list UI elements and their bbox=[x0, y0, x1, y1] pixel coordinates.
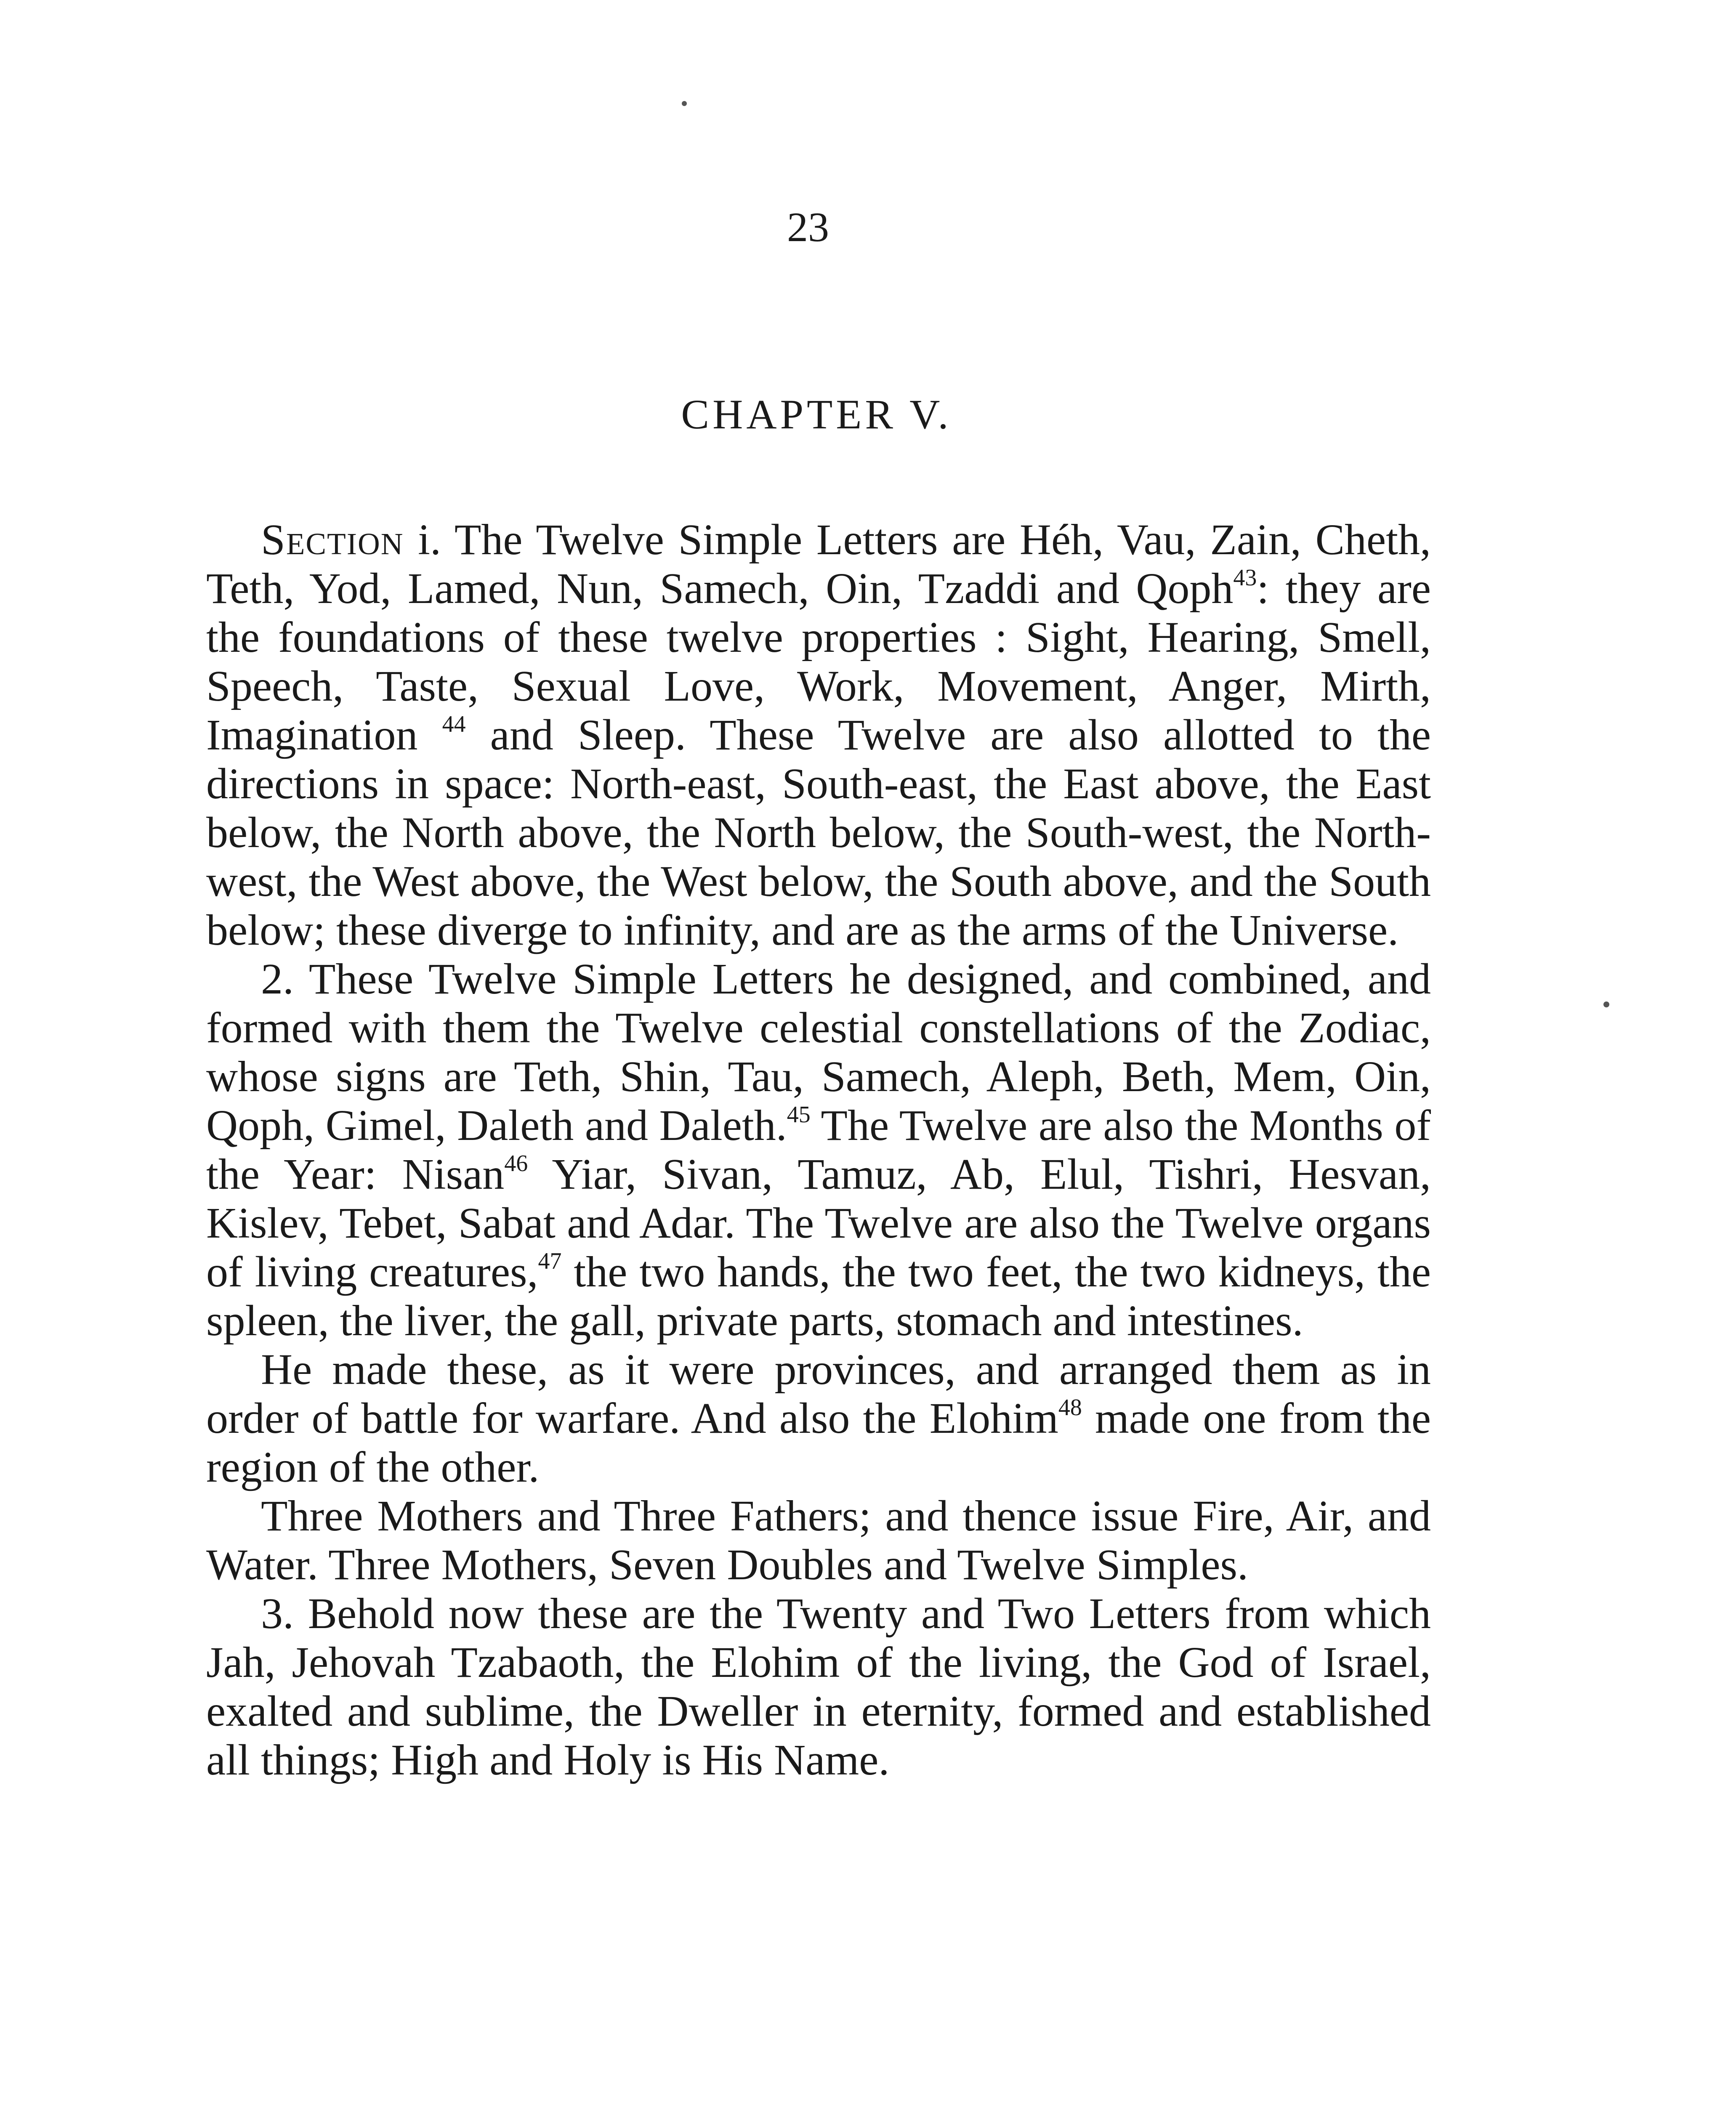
scan-speck bbox=[1603, 1002, 1609, 1007]
section-1-numeral: i. bbox=[418, 515, 441, 564]
section-1-paragraph bbox=[206, 515, 1431, 955]
body-text bbox=[206, 515, 1431, 1785]
footnote-ref-45: 45 bbox=[787, 1102, 811, 1128]
section-2-text-b: The Twelve are also the Months of the Year: Nisan bbox=[206, 1101, 1431, 1198]
page-number: 23 bbox=[787, 204, 829, 250]
section-3-text: Behold now these are the Twenty and Two Letters from which Jah, Jehovah Tzabaoth, the Elohim of the living, the God of Israel, exalted and sublime, the Dweller in eternity, formed and established all things; High and Holy is His Name. bbox=[206, 1589, 1431, 1784]
section-2-text-a: These Twelve Simple Letters he designed, and combined, and formed with them the Twelve celestial constellations of the Zodiac, whose signs are Teth, Shin, Tau, Samech, Aleph, Beth, Mem, Oin, Qoph, Gimel, Daleth and Daleth. bbox=[206, 955, 1431, 1150]
section-1-text-a: The Twelve Simple Letters are Héh, Vau, Zain, Cheth, Teth, Yod, Lamed, Nun, Samech, Oin, Tzaddi and Qoph bbox=[206, 515, 1431, 613]
provinces-text-b: made one from the region of the other. bbox=[206, 1394, 1431, 1491]
footnote-ref-48: 48 bbox=[1058, 1395, 1082, 1421]
section-3-numeral: 3. bbox=[261, 1589, 294, 1638]
section-1-text-b: : they are the foundations of these twelve properties : Sight, Hearing, Smell, Speech, Taste, Sexual Love, Work, Movement, Anger, Mirth, Imagination bbox=[206, 564, 1431, 759]
section-2-paragraph bbox=[206, 955, 1431, 1345]
mothers-paragraph: Three Mothers and Three Fathers; and thence issue Fire, Air, and Water. Three Mothers, Seven Doubles and Twelve Simples. bbox=[206, 1492, 1431, 1589]
section-1-text-c: and Sleep. These Twelve are also allotted to the directions in space: North-east, South-east, the East above, the East below, the North above, the North below, the South-west, the North-west, the West above, the West below, the South above, and the South below; these diverge to infinity, and are as the arms of the Universe. bbox=[206, 711, 1431, 954]
scan-speck bbox=[682, 101, 687, 106]
section-2-numeral: 2. bbox=[261, 955, 294, 1003]
footnote-ref-47: 47 bbox=[538, 1248, 562, 1274]
provinces-paragraph bbox=[206, 1345, 1431, 1492]
chapter-title: CHAPTER V. bbox=[681, 391, 952, 438]
section-label: Section bbox=[261, 515, 404, 564]
provinces-text-a: He made these, as it were provinces, and arranged them as in order of battle for warfare. And also the Elohim bbox=[206, 1345, 1431, 1443]
footnote-ref-43: 43 bbox=[1233, 565, 1257, 591]
footnote-ref-46: 46 bbox=[504, 1150, 528, 1177]
section-3-paragraph bbox=[206, 1589, 1431, 1785]
section-2-text-d: the two hands, the two feet, the two kidneys, the spleen, the liver, the gall, private parts, stomach and intestines. bbox=[206, 1248, 1431, 1345]
section-2-text-c: Yiar, Sivan, Tamuz, Ab, Elul, Tishri, Hesvan, Kislev, Tebet, Sabat and Adar. The Twelve are also the Twelve organs of living creatures, bbox=[206, 1150, 1431, 1296]
footnote-ref-44: 44 bbox=[442, 711, 466, 737]
